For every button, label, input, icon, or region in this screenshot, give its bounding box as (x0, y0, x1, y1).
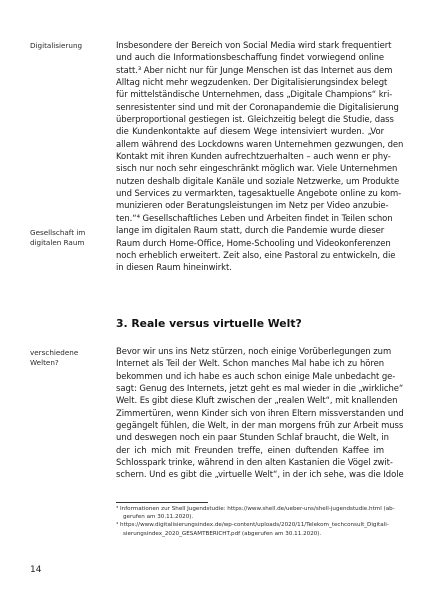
margin-note-line: Gesellschaft im (30, 228, 86, 237)
text-line: und auch die Informationsbeschaffung findet vorwiegend online (116, 52, 384, 63)
text-line: schern. Und es gibt die „virtuelle Welt“, in der ich sehe, was die Idole (116, 469, 404, 480)
footnote-4-continued: sierungsindex_2020_GESAMTBERICHT.pdf (abgerufen am 30.11.2020). (123, 530, 322, 537)
text-line: Schlosspark trinke, während in den alten Kastanien die Vögel zwit- (116, 457, 393, 468)
text-line: nutzen deshalb digitale Kanäle und soziale Netzwerke, um Produkte (116, 175, 400, 186)
text-line: Internet als Teil der Welt. Schon manches Mal habe ich zu hören (116, 358, 384, 369)
page-number: 14 (30, 565, 42, 575)
text-line: Insbesondere der Bereich von Social Media wird stark frequentiert (116, 40, 392, 50)
text-line: allem während des Lockdowns waren Unternehmen gezwungen, den (116, 138, 404, 149)
footnote-3-continued: gerufen am 30.11.2020). (123, 514, 194, 521)
margin-note-line: verschiedene (30, 348, 79, 357)
footnotes (116, 505, 395, 538)
text-line: ten.“⁴ Gesellschaftliches Leben und Arbeiten findet in Teilen schon (116, 212, 393, 223)
text-line: der ich mich mit Freunden treffe, einen duftenden Kaffee im (116, 444, 384, 455)
text-line: für mittelständische Unternehmen, dass „Digitale Champions“ kri- (116, 89, 393, 100)
margin-note-line: digitalen Raum (30, 237, 85, 247)
text-line: gegängelt fühlen, die Welt, in der man morgens früh zur Arbeit muss (116, 420, 404, 431)
text-line: Raum durch Home-Office, Home-Schooling und Videokonferenzen (116, 237, 391, 248)
margin-note-line: Digitalisierung (30, 41, 83, 50)
margin-note-digitalisierung (30, 41, 100, 51)
text-line: statt.³ Aber nicht nur für Junge Menschen ist das Internet aus dem (116, 64, 393, 75)
text-line: sisch nur noch sehr eingeschränkt möglich war. Viele Unternehmen (116, 163, 398, 174)
body-paragraph-1 (116, 39, 404, 274)
margin-note-line: Welten? (30, 357, 59, 367)
text-line: bekommen und ich habe es auch schon einige Male unbedacht ge- (116, 370, 396, 381)
text-line: die Kundenkontakte auf diesem Wege intensiviert wurden. „Vor (116, 126, 384, 137)
text-line: in diesen Raum hineinwirkt. (116, 262, 232, 273)
text-line: Zimmertüren, wenn Kinder sich von ihren Eltern missverstanden und (116, 407, 404, 418)
text-line: und deswegen noch ein paar Stunden Schlaf braucht, die Welt, in (116, 432, 389, 443)
section-heading: 3. Reale versus virtuelle Welt? (116, 317, 302, 330)
text-line: und Services zu vermarkten, tagesaktuelle Angebote online zu kom- (116, 188, 402, 199)
text-line: lange im digitalen Raum statt, durch die Pandemie wurde dieser (116, 225, 385, 236)
text-line: Alltag nicht mehr wegzudenken. Der Digitalisierungsindex belegt (116, 77, 388, 88)
body-paragraph-2 (116, 345, 404, 481)
text-line: munizieren oder Beratungsleistungen im Netz per Video anzubie- (116, 200, 389, 211)
text-line: Kontakt mit ihren Kunden aufrechtzuerhalten – auch wenn er phy- (116, 151, 391, 162)
margin-note-gesellschaft (30, 228, 100, 247)
text-line: Welt. Es gibt diese Kluft zwischen der „realen Welt“, mit knallenden (116, 395, 398, 406)
text-line: noch erheblich erweitert. Zeit also, eine Pastoral zu entwickeln, die (116, 249, 396, 260)
margin-note-welten (30, 348, 100, 367)
text-line: Bevor wir uns ins Netz stürzen, noch einige Vorüberlegungen zum (116, 346, 392, 356)
footnote-4: ⁴ https://www.digitalisierungsindex.de/wp-content/uploads/2020/11/Telekom_techconsult_Digitali- (116, 522, 389, 529)
footnote-3: ³ Informationen zur Shell Jugendstudie: https://www.shell.de/ueber-uns/shell-jugendstudie.html (ab- (116, 506, 395, 512)
text-line: überproportional gestiegen ist. Gleichzeitig belegt die Studie, dass (116, 114, 394, 125)
text-line: sagt: Genug des Internets, jetzt geht es mal wieder in die „wirkliche“ (116, 383, 404, 394)
footnote-rule (116, 502, 208, 503)
text-line: senresistenter sind und mit der Coronapandemie die Digitalisierung (116, 101, 399, 112)
